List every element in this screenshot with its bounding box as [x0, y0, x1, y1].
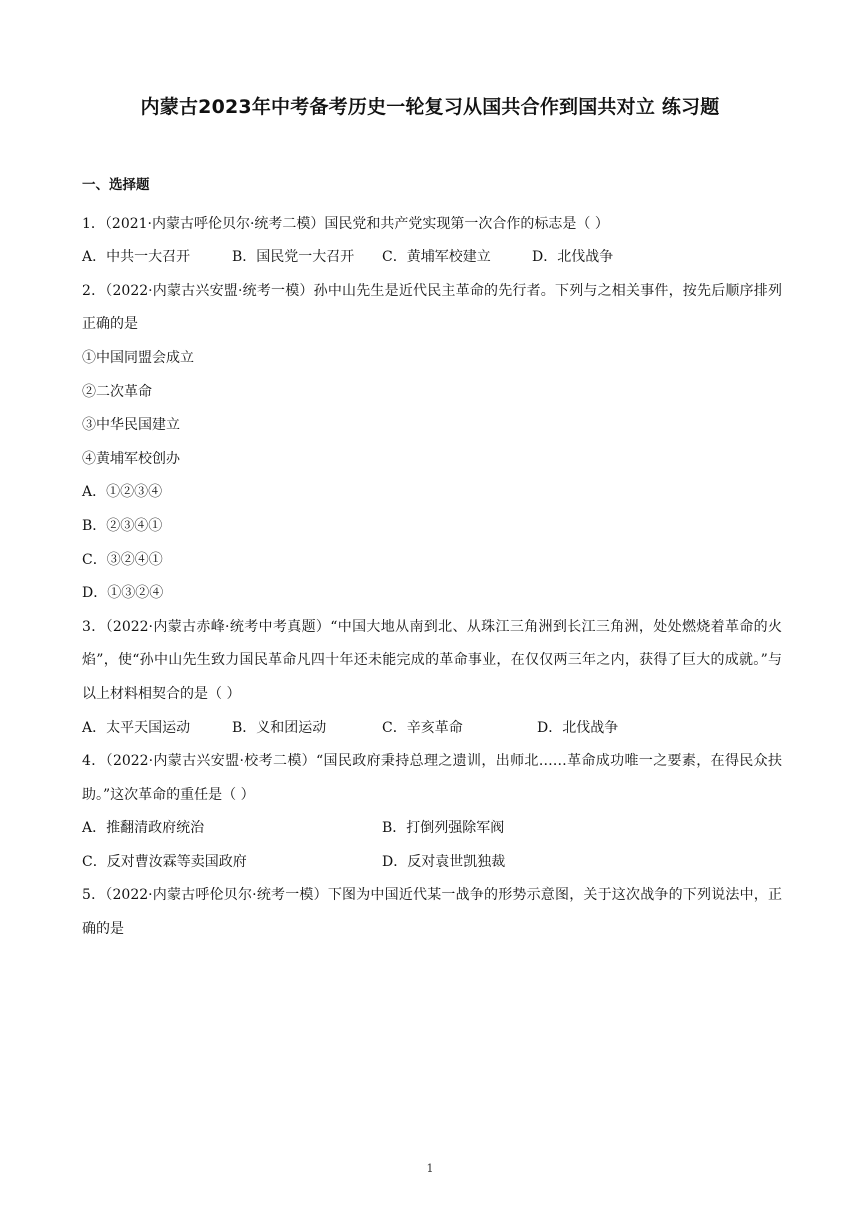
question-list: [82, 174, 782, 947]
question-2-option-c: C．③②④①: [82, 551, 163, 568]
page-number: 1: [426, 1162, 434, 1175]
question-2-item-3: ③中华民国建立: [82, 417, 180, 434]
question-2-item-4: ④黄埔军校创办: [82, 450, 180, 467]
question-2-option-d: D．①③②④: [82, 585, 164, 602]
question-1-option-c: C．黄埔军校建立: [382, 249, 491, 266]
question-1-option-a: A．中共一大召开: [82, 249, 191, 266]
question-3-option-d: D．北伐战争: [537, 719, 619, 736]
question-2-option-a: A．①②③④: [82, 484, 163, 501]
question-1-options: [82, 241, 782, 275]
question-4-stem: 4．（2022·内蒙古兴安盟·校考二模）“国民政府秉持总理之遗训，出师北……革命成功唯一之要素，在得民众扶助。”这次革命的重任是（ ）: [82, 753, 782, 803]
question-1-option-b: B．国民党一大召开: [232, 249, 355, 266]
question-4-option-b: B．打倒列强除军阀: [382, 820, 505, 837]
question-2-option-b: B．②③④①: [82, 517, 163, 534]
question-4-option-c: C．反对曹汝霖等卖国政府: [82, 853, 247, 870]
question-3-option-b: B．义和团运动: [232, 719, 327, 736]
question-3-options: [82, 712, 782, 746]
question-1-stem: 1．（2021·内蒙古呼伦贝尔·统考二模）国民党和共产党实现第一次合作的标志是（ ）: [82, 215, 609, 232]
question-1-option-d: D．北伐战争: [532, 249, 614, 266]
question-2-item-2: ②二次革命: [82, 383, 152, 400]
question-4-option-d: D．反对袁世凯独裁: [382, 853, 506, 870]
document-title: 内蒙古2023年中考备考历史一轮复习从国共合作到国共对立 练习题: [140, 96, 720, 118]
question-2-item-1: ①中国同盟会成立: [82, 349, 194, 366]
question-3-option-c: C．辛亥革命: [382, 719, 463, 736]
question-4-options-row-1: [82, 812, 782, 846]
section-heading: 一、选择题: [82, 177, 150, 193]
question-5-stem: 5．（2022·内蒙古呼伦贝尔·统考一模）下图为中国近代某一战争的形势示意图，关于这次战争的下列说法中，正确的是: [82, 887, 782, 938]
question-3-option-a: A．太平天国运动: [82, 719, 191, 736]
question-4-option-a: A．推翻清政府统治: [82, 820, 205, 837]
question-2-stem: 2．（2022·内蒙古兴安盟·统考一模）孙中山先生是近代民主革命的先行者。下列与之相关事件，按先后顺序排列正确的是: [82, 282, 782, 333]
question-4-options-row-2: [82, 846, 782, 880]
question-3-stem: 3．（2022·内蒙古赤峰·统考中考真题）“中国大地从南到北、从珠江三角洲到长江三角洲，处处燃烧着革命的火焰”，使“孙中山先生致力国民革命凡四十年还未能完成的革命事业，在仅仅两三年之内，获得了巨大的成就。”与以上材料相契合的是（ ）: [82, 618, 782, 702]
